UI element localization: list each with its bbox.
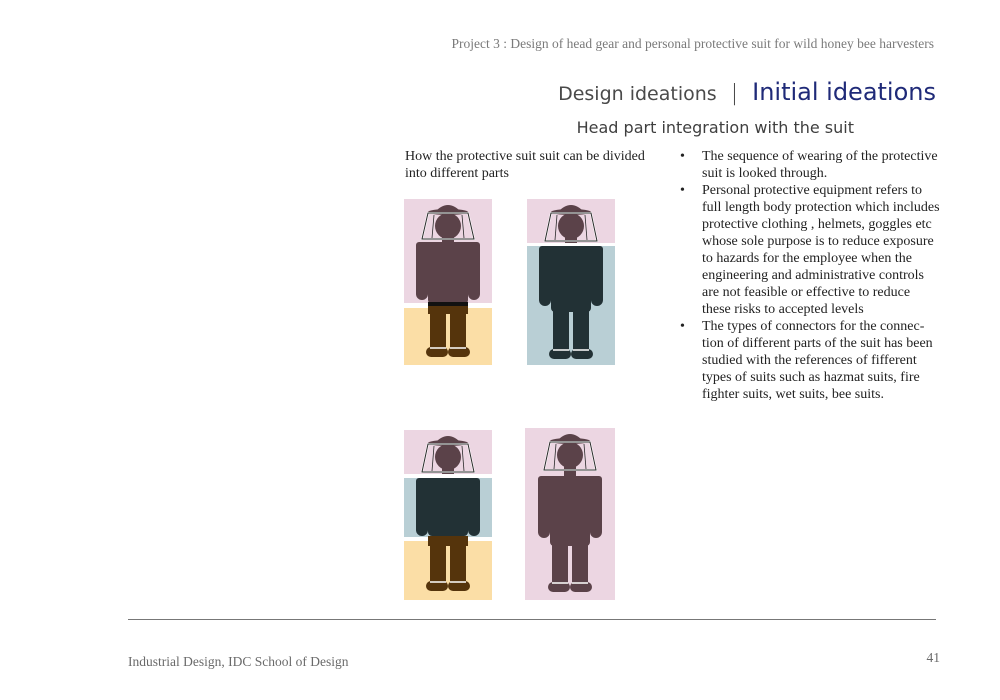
title-section: Design ideations (558, 83, 717, 105)
page-number: 41 (926, 650, 940, 665)
title-topic: Initial ideations (752, 78, 936, 106)
title-separator: | (730, 81, 739, 106)
bullet-item: • The types of connectors for the connec-tion of different parts of the suit has been studied with the references of fifferent types of suits such as hazmat suits, fire fighter suits, wet suits, bee suits. (680, 318, 942, 403)
zone-lower (404, 308, 492, 365)
bullet-list (680, 148, 942, 403)
project-caption: Project 3 : Design of head gear and personal protective suit for wild honey bee harvesters (451, 36, 934, 51)
suit-figure-variant-a (404, 199, 492, 365)
bullet-item: • Personal protective equipment refers to full length body protection which includes protective clothing , helmets, goggles etc whose sole purpose is to reduce exposure to hazards for the employee when the engineering and administrative controls are not feasible or effective to reduce these risks to accepted levels (680, 182, 942, 318)
page-subtitle: Head part integration with the suit (576, 118, 854, 137)
suit-figure-variant-d (525, 428, 615, 600)
suit-figure-variant-b (527, 199, 615, 365)
page-title (558, 78, 936, 106)
bullet-item: • The sequence of wearing of the protective suit is looked through. (680, 148, 942, 182)
footer-divider (128, 619, 936, 620)
footer-institution: Industrial Design, IDC School of Design (128, 654, 349, 669)
zone-lower (404, 541, 492, 600)
lead-text: How the protective suit suit can be divided into different parts (405, 149, 645, 181)
suit-figure-variant-c (404, 430, 492, 600)
